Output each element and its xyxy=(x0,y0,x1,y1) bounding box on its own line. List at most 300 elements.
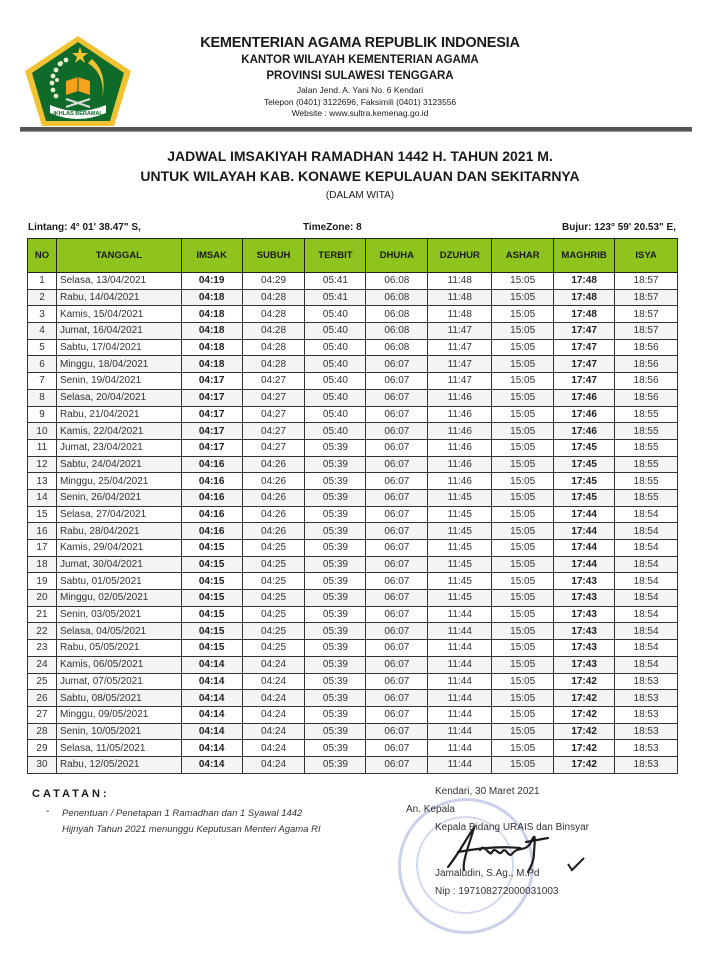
cell-ashar: 15:05 xyxy=(492,606,554,623)
cell-ashar: 15:05 xyxy=(492,556,554,573)
cell-terbit: 05:39 xyxy=(305,606,366,623)
document-subtitle-region: UNTUK WILAYAH KAB. KONAWE KEPULAUAN DAN SEKITARNYA xyxy=(140,168,580,184)
cell-dhuha: 06:07 xyxy=(366,406,428,423)
cell-maghrib: 17:45 xyxy=(554,473,615,490)
cell-imsak: 04:16 xyxy=(181,473,242,490)
cell-maghrib: 17:45 xyxy=(554,456,615,473)
imsakiyah-schedule-table xyxy=(27,238,678,774)
cell-no: 15 xyxy=(28,506,57,523)
cell-dzuhur: 11:45 xyxy=(428,590,492,607)
signatory-nip: Nip : 197108272000031003 xyxy=(435,886,559,897)
table-row xyxy=(28,706,678,723)
table-row xyxy=(28,590,678,607)
column-header-subuh: SUBUH xyxy=(242,239,305,273)
cell-maghrib: 17:43 xyxy=(554,590,615,607)
table-row xyxy=(28,556,678,573)
table-row xyxy=(28,356,678,373)
cell-subuh: 04:25 xyxy=(242,556,305,573)
cell-imsak: 04:18 xyxy=(181,339,242,356)
cell-subuh: 04:28 xyxy=(242,289,305,306)
cell-ashar: 15:05 xyxy=(492,373,554,390)
cell-maghrib: 17:45 xyxy=(554,489,615,506)
cell-subuh: 04:25 xyxy=(242,606,305,623)
cell-maghrib: 17:46 xyxy=(554,389,615,406)
cell-ashar: 15:05 xyxy=(492,306,554,323)
table-row xyxy=(28,473,678,490)
cell-subuh: 04:27 xyxy=(242,423,305,440)
cell-dhuha: 06:07 xyxy=(366,756,428,773)
table-row xyxy=(28,389,678,406)
cell-terbit: 05:39 xyxy=(305,623,366,640)
cell-dzuhur: 11:44 xyxy=(428,740,492,757)
cell-imsak: 04:15 xyxy=(181,623,242,640)
cell-dzuhur: 11:45 xyxy=(428,506,492,523)
cell-dhuha: 06:07 xyxy=(366,573,428,590)
table-row xyxy=(28,273,678,290)
cell-isya: 18:54 xyxy=(615,656,678,673)
cell-dhuha: 06:07 xyxy=(366,723,428,740)
cell-imsak: 04:15 xyxy=(181,540,242,557)
cell-maghrib: 17:43 xyxy=(554,623,615,640)
cell-tanggal: Minggu, 02/05/2021 xyxy=(56,590,181,607)
notes-text: Penentuan / Penetapan 1 Ramadhan dan 1 Syawal 1442 Hijriyah Tahun 2021 menunggu Keputusan Menteri Agama RI xyxy=(62,808,321,835)
cell-maghrib: 17:43 xyxy=(554,573,615,590)
cell-imsak: 04:14 xyxy=(181,740,242,757)
cell-no: 18 xyxy=(28,556,57,573)
cell-no: 4 xyxy=(28,323,57,340)
cell-ashar: 15:05 xyxy=(492,423,554,440)
table-row xyxy=(28,373,678,390)
cell-no: 8 xyxy=(28,389,57,406)
column-header-isya: ISYA xyxy=(615,239,678,273)
cell-ashar: 15:05 xyxy=(492,573,554,590)
cell-tanggal: Rabu, 28/04/2021 xyxy=(56,523,181,540)
column-header-no: NO xyxy=(28,239,57,273)
cell-isya: 18:54 xyxy=(615,573,678,590)
cell-no: 25 xyxy=(28,673,57,690)
cell-tanggal: Kamis, 06/05/2021 xyxy=(56,656,181,673)
cell-dhuha: 06:08 xyxy=(366,306,428,323)
cell-ashar: 15:05 xyxy=(492,673,554,690)
table-row xyxy=(28,756,678,773)
cell-dzuhur: 11:46 xyxy=(428,423,492,440)
table-row xyxy=(28,306,678,323)
cell-no: 28 xyxy=(28,723,57,740)
cell-maghrib: 17:44 xyxy=(554,523,615,540)
cell-terbit: 05:39 xyxy=(305,489,366,506)
table-row xyxy=(28,540,678,557)
cell-imsak: 04:14 xyxy=(181,690,242,707)
cell-ashar: 15:05 xyxy=(492,623,554,640)
cell-no: 26 xyxy=(28,690,57,707)
cell-maghrib: 17:42 xyxy=(554,740,615,757)
document-title: JADWAL IMSAKIYAH RAMADHAN 1442 H. TAHUN 2021 M. xyxy=(167,148,553,164)
cell-maghrib: 17:43 xyxy=(554,606,615,623)
cell-dzuhur: 11:45 xyxy=(428,523,492,540)
cell-ashar: 15:05 xyxy=(492,473,554,490)
cell-terbit: 05:39 xyxy=(305,690,366,707)
cell-imsak: 04:15 xyxy=(181,590,242,607)
cell-no: 29 xyxy=(28,740,57,757)
cell-dhuha: 06:07 xyxy=(366,473,428,490)
cell-terbit: 05:40 xyxy=(305,306,366,323)
cell-dhuha: 06:07 xyxy=(366,456,428,473)
cell-subuh: 04:29 xyxy=(242,273,305,290)
cell-tanggal: Kamis, 15/04/2021 xyxy=(56,306,181,323)
cell-subuh: 04:24 xyxy=(242,740,305,757)
signature-position: Kepala Bidang URAIS dan Binsyar xyxy=(435,822,589,833)
cell-dhuha: 06:07 xyxy=(366,640,428,657)
cell-dzuhur: 11:44 xyxy=(428,640,492,657)
cell-dhuha: 06:07 xyxy=(366,556,428,573)
cell-tanggal: Rabu, 21/04/2021 xyxy=(56,406,181,423)
table-row xyxy=(28,740,678,757)
cell-imsak: 04:15 xyxy=(181,640,242,657)
cell-ashar: 15:05 xyxy=(492,323,554,340)
table-row xyxy=(28,323,678,340)
cell-terbit: 05:39 xyxy=(305,473,366,490)
table-row xyxy=(28,523,678,540)
cell-isya: 18:53 xyxy=(615,706,678,723)
cell-subuh: 04:26 xyxy=(242,456,305,473)
cell-ashar: 15:05 xyxy=(492,756,554,773)
cell-isya: 18:53 xyxy=(615,740,678,757)
cell-no: 21 xyxy=(28,606,57,623)
cell-terbit: 05:39 xyxy=(305,540,366,557)
cell-isya: 18:53 xyxy=(615,756,678,773)
cell-dhuha: 06:07 xyxy=(366,523,428,540)
cell-maghrib: 17:46 xyxy=(554,406,615,423)
cell-tanggal: Sabtu, 17/04/2021 xyxy=(56,339,181,356)
cell-maghrib: 17:47 xyxy=(554,373,615,390)
cell-no: 10 xyxy=(28,423,57,440)
cell-terbit: 05:39 xyxy=(305,756,366,773)
cell-subuh: 04:27 xyxy=(242,389,305,406)
cell-tanggal: Minggu, 18/04/2021 xyxy=(56,356,181,373)
cell-maghrib: 17:47 xyxy=(554,323,615,340)
cell-subuh: 04:25 xyxy=(242,623,305,640)
cell-isya: 18:54 xyxy=(615,640,678,657)
cell-maghrib: 17:48 xyxy=(554,273,615,290)
cell-no: 12 xyxy=(28,456,57,473)
cell-maghrib: 17:42 xyxy=(554,690,615,707)
cell-imsak: 04:17 xyxy=(181,439,242,456)
cell-tanggal: Senin, 26/04/2021 xyxy=(56,489,181,506)
cell-isya: 18:55 xyxy=(615,423,678,440)
cell-ashar: 15:05 xyxy=(492,740,554,757)
cell-terbit: 05:39 xyxy=(305,656,366,673)
column-header-dhuha: DHUHA xyxy=(366,239,428,273)
cell-tanggal: Sabtu, 24/04/2021 xyxy=(56,456,181,473)
cell-ashar: 15:05 xyxy=(492,439,554,456)
cell-dzuhur: 11:46 xyxy=(428,439,492,456)
cell-tanggal: Rabu, 14/04/2021 xyxy=(56,289,181,306)
column-header-terbit: TERBIT xyxy=(305,239,366,273)
cell-dhuha: 06:07 xyxy=(366,590,428,607)
cell-imsak: 04:18 xyxy=(181,289,242,306)
cell-ashar: 15:05 xyxy=(492,406,554,423)
cell-ashar: 15:05 xyxy=(492,540,554,557)
cell-subuh: 04:26 xyxy=(242,506,305,523)
cell-imsak: 04:18 xyxy=(181,356,242,373)
cell-dzuhur: 11:44 xyxy=(428,723,492,740)
cell-subuh: 04:27 xyxy=(242,373,305,390)
cell-no: 27 xyxy=(28,706,57,723)
cell-subuh: 04:24 xyxy=(242,673,305,690)
cell-tanggal: Jumat, 16/04/2021 xyxy=(56,323,181,340)
cell-subuh: 04:26 xyxy=(242,523,305,540)
cell-dhuha: 06:07 xyxy=(366,389,428,406)
cell-tanggal: Jumat, 23/04/2021 xyxy=(56,439,181,456)
column-header-dzuhur: DZUHUR xyxy=(428,239,492,273)
cell-terbit: 05:39 xyxy=(305,573,366,590)
cell-subuh: 04:28 xyxy=(242,339,305,356)
cell-dhuha: 06:07 xyxy=(366,540,428,557)
cell-no: 13 xyxy=(28,473,57,490)
cell-isya: 18:54 xyxy=(615,590,678,607)
cell-terbit: 05:39 xyxy=(305,506,366,523)
cell-terbit: 05:40 xyxy=(305,339,366,356)
cell-tanggal: Sabtu, 08/05/2021 xyxy=(56,690,181,707)
cell-imsak: 04:16 xyxy=(181,506,242,523)
cell-dhuha: 06:07 xyxy=(366,706,428,723)
cell-no: 9 xyxy=(28,406,57,423)
cell-isya: 18:54 xyxy=(615,623,678,640)
cell-isya: 18:55 xyxy=(615,473,678,490)
cell-dzuhur: 11:47 xyxy=(428,373,492,390)
cell-imsak: 04:17 xyxy=(181,423,242,440)
cell-imsak: 04:14 xyxy=(181,723,242,740)
cell-maghrib: 17:42 xyxy=(554,723,615,740)
cell-tanggal: Kamis, 29/04/2021 xyxy=(56,540,181,557)
cell-maghrib: 17:44 xyxy=(554,506,615,523)
cell-dhuha: 06:07 xyxy=(366,439,428,456)
cell-imsak: 04:15 xyxy=(181,573,242,590)
cell-dhuha: 06:08 xyxy=(366,273,428,290)
table-row xyxy=(28,456,678,473)
office-name: KANTOR WILAYAH KEMENTERIAN AGAMA xyxy=(241,54,479,66)
cell-ashar: 15:05 xyxy=(492,289,554,306)
cell-dzuhur: 11:46 xyxy=(428,473,492,490)
cell-subuh: 04:27 xyxy=(242,439,305,456)
cell-isya: 18:53 xyxy=(615,723,678,740)
signature-on-behalf: An. Kepala xyxy=(406,804,455,815)
cell-dzuhur: 11:46 xyxy=(428,406,492,423)
table-row xyxy=(28,506,678,523)
notes-heading: CATATAN: xyxy=(32,788,110,800)
cell-maghrib: 17:43 xyxy=(554,656,615,673)
cell-terbit: 05:39 xyxy=(305,640,366,657)
cell-maghrib: 17:48 xyxy=(554,289,615,306)
cell-isya: 18:56 xyxy=(615,389,678,406)
timezone-label: TimeZone: 8 xyxy=(303,222,362,233)
cell-tanggal: Senin, 03/05/2021 xyxy=(56,606,181,623)
cell-ashar: 15:05 xyxy=(492,339,554,356)
cell-no: 20 xyxy=(28,590,57,607)
cell-imsak: 04:14 xyxy=(181,706,242,723)
cell-subuh: 04:25 xyxy=(242,640,305,657)
cell-tanggal: Jumat, 30/04/2021 xyxy=(56,556,181,573)
cell-terbit: 05:39 xyxy=(305,523,366,540)
cell-subuh: 04:26 xyxy=(242,489,305,506)
cell-dzuhur: 11:44 xyxy=(428,690,492,707)
cell-isya: 18:57 xyxy=(615,273,678,290)
cell-tanggal: Rabu, 05/05/2021 xyxy=(56,640,181,657)
cell-subuh: 04:25 xyxy=(242,540,305,557)
cell-tanggal: Sabtu, 01/05/2021 xyxy=(56,573,181,590)
cell-imsak: 04:15 xyxy=(181,556,242,573)
cell-dzuhur: 11:44 xyxy=(428,606,492,623)
table-row xyxy=(28,606,678,623)
cell-terbit: 05:39 xyxy=(305,439,366,456)
cell-dhuha: 06:07 xyxy=(366,423,428,440)
cell-ashar: 15:05 xyxy=(492,523,554,540)
table-row xyxy=(28,673,678,690)
cell-terbit: 05:40 xyxy=(305,406,366,423)
cell-imsak: 04:17 xyxy=(181,373,242,390)
cell-ashar: 15:05 xyxy=(492,590,554,607)
cell-dhuha: 06:07 xyxy=(366,373,428,390)
cell-no: 11 xyxy=(28,439,57,456)
cell-ashar: 15:05 xyxy=(492,706,554,723)
cell-terbit: 05:39 xyxy=(305,456,366,473)
cell-ashar: 15:05 xyxy=(492,489,554,506)
cell-tanggal: Senin, 19/04/2021 xyxy=(56,373,181,390)
cell-dzuhur: 11:44 xyxy=(428,756,492,773)
cell-terbit: 05:39 xyxy=(305,723,366,740)
cell-maghrib: 17:45 xyxy=(554,439,615,456)
table-row xyxy=(28,489,678,506)
cell-dhuha: 06:07 xyxy=(366,656,428,673)
cell-dhuha: 06:07 xyxy=(366,506,428,523)
cell-isya: 18:56 xyxy=(615,373,678,390)
cell-imsak: 04:17 xyxy=(181,406,242,423)
cell-dzuhur: 11:48 xyxy=(428,273,492,290)
cell-tanggal: Minggu, 09/05/2021 xyxy=(56,706,181,723)
cell-subuh: 04:24 xyxy=(242,656,305,673)
cell-imsak: 04:17 xyxy=(181,389,242,406)
cell-isya: 18:55 xyxy=(615,489,678,506)
cell-terbit: 05:40 xyxy=(305,423,366,440)
cell-maghrib: 17:42 xyxy=(554,756,615,773)
table-header-row xyxy=(28,239,678,273)
cell-isya: 18:54 xyxy=(615,523,678,540)
cell-dzuhur: 11:45 xyxy=(428,489,492,506)
kemenag-emblem-icon xyxy=(22,33,134,129)
cell-isya: 18:56 xyxy=(615,356,678,373)
cell-ashar: 15:05 xyxy=(492,656,554,673)
cell-ashar: 15:05 xyxy=(492,273,554,290)
cell-imsak: 04:18 xyxy=(181,306,242,323)
cell-no: 2 xyxy=(28,289,57,306)
cell-tanggal: Senin, 10/05/2021 xyxy=(56,723,181,740)
cell-dhuha: 06:07 xyxy=(366,673,428,690)
ministry-name: KEMENTERIAN AGAMA REPUBLIK INDONESIA xyxy=(200,35,520,51)
cell-maghrib: 17:47 xyxy=(554,356,615,373)
cell-subuh: 04:28 xyxy=(242,323,305,340)
cell-isya: 18:55 xyxy=(615,406,678,423)
table-row xyxy=(28,406,678,423)
signature-place-date: Kendari, 30 Maret 2021 xyxy=(435,786,540,797)
cell-subuh: 04:26 xyxy=(242,473,305,490)
cell-maghrib: 17:42 xyxy=(554,673,615,690)
cell-maghrib: 17:44 xyxy=(554,556,615,573)
cell-imsak: 04:16 xyxy=(181,456,242,473)
cell-isya: 18:53 xyxy=(615,690,678,707)
svg-text:IKHLAS BERAMAL: IKHLAS BERAMAL xyxy=(53,111,103,117)
cell-tanggal: Selasa, 13/04/2021 xyxy=(56,273,181,290)
cell-isya: 18:55 xyxy=(615,439,678,456)
cell-no: 5 xyxy=(28,339,57,356)
cell-no: 3 xyxy=(28,306,57,323)
cell-dzuhur: 11:45 xyxy=(428,556,492,573)
cell-terbit: 05:39 xyxy=(305,740,366,757)
cell-tanggal: Selasa, 27/04/2021 xyxy=(56,506,181,523)
cell-no: 19 xyxy=(28,573,57,590)
cell-imsak: 04:16 xyxy=(181,489,242,506)
cell-imsak: 04:15 xyxy=(181,606,242,623)
cell-no: 14 xyxy=(28,489,57,506)
column-header-tanggal: TANGGAL xyxy=(56,239,181,273)
cell-dzuhur: 11:45 xyxy=(428,540,492,557)
cell-dhuha: 06:08 xyxy=(366,289,428,306)
cell-dhuha: 06:07 xyxy=(366,740,428,757)
cell-isya: 18:56 xyxy=(615,339,678,356)
cell-ashar: 15:05 xyxy=(492,723,554,740)
cell-dzuhur: 11:44 xyxy=(428,656,492,673)
signatory-name: Jamaludin, S.Ag., M.Pd xyxy=(435,868,540,879)
cell-no: 7 xyxy=(28,373,57,390)
cell-dhuha: 06:08 xyxy=(366,323,428,340)
cell-maghrib: 17:44 xyxy=(554,540,615,557)
cell-terbit: 05:40 xyxy=(305,389,366,406)
cell-tanggal: Rabu, 12/05/2021 xyxy=(56,756,181,773)
cell-tanggal: Selasa, 11/05/2021 xyxy=(56,740,181,757)
cell-isya: 18:57 xyxy=(615,306,678,323)
cell-dzuhur: 11:44 xyxy=(428,673,492,690)
cell-dzuhur: 11:48 xyxy=(428,306,492,323)
cell-dhuha: 06:07 xyxy=(366,623,428,640)
cell-no: 17 xyxy=(28,540,57,557)
cell-dzuhur: 11:46 xyxy=(428,456,492,473)
cell-no: 1 xyxy=(28,273,57,290)
table-body xyxy=(28,273,678,774)
table-row xyxy=(28,690,678,707)
cell-subuh: 04:24 xyxy=(242,756,305,773)
table-row xyxy=(28,289,678,306)
letterhead xyxy=(140,34,580,120)
cell-dzuhur: 11:47 xyxy=(428,339,492,356)
cell-isya: 18:54 xyxy=(615,506,678,523)
cell-dhuha: 06:07 xyxy=(366,489,428,506)
cell-imsak: 04:14 xyxy=(181,673,242,690)
cell-maghrib: 17:43 xyxy=(554,640,615,657)
cell-no: 22 xyxy=(28,623,57,640)
cell-ashar: 15:05 xyxy=(492,690,554,707)
cell-dzuhur: 11:44 xyxy=(428,623,492,640)
table-row xyxy=(28,723,678,740)
office-phone: Telepon (0401) 3122696, Faksimili (0401) 3123556 xyxy=(263,96,457,107)
cell-terbit: 05:39 xyxy=(305,590,366,607)
cell-terbit: 05:40 xyxy=(305,373,366,390)
cell-dhuha: 06:07 xyxy=(366,356,428,373)
cell-ashar: 15:05 xyxy=(492,456,554,473)
cell-tanggal: Minggu, 25/04/2021 xyxy=(56,473,181,490)
cell-terbit: 05:41 xyxy=(305,273,366,290)
document-timezone-note: (DALAM WITA) xyxy=(325,190,395,201)
cell-tanggal: Jumat, 07/05/2021 xyxy=(56,673,181,690)
cell-dzuhur: 11:48 xyxy=(428,289,492,306)
